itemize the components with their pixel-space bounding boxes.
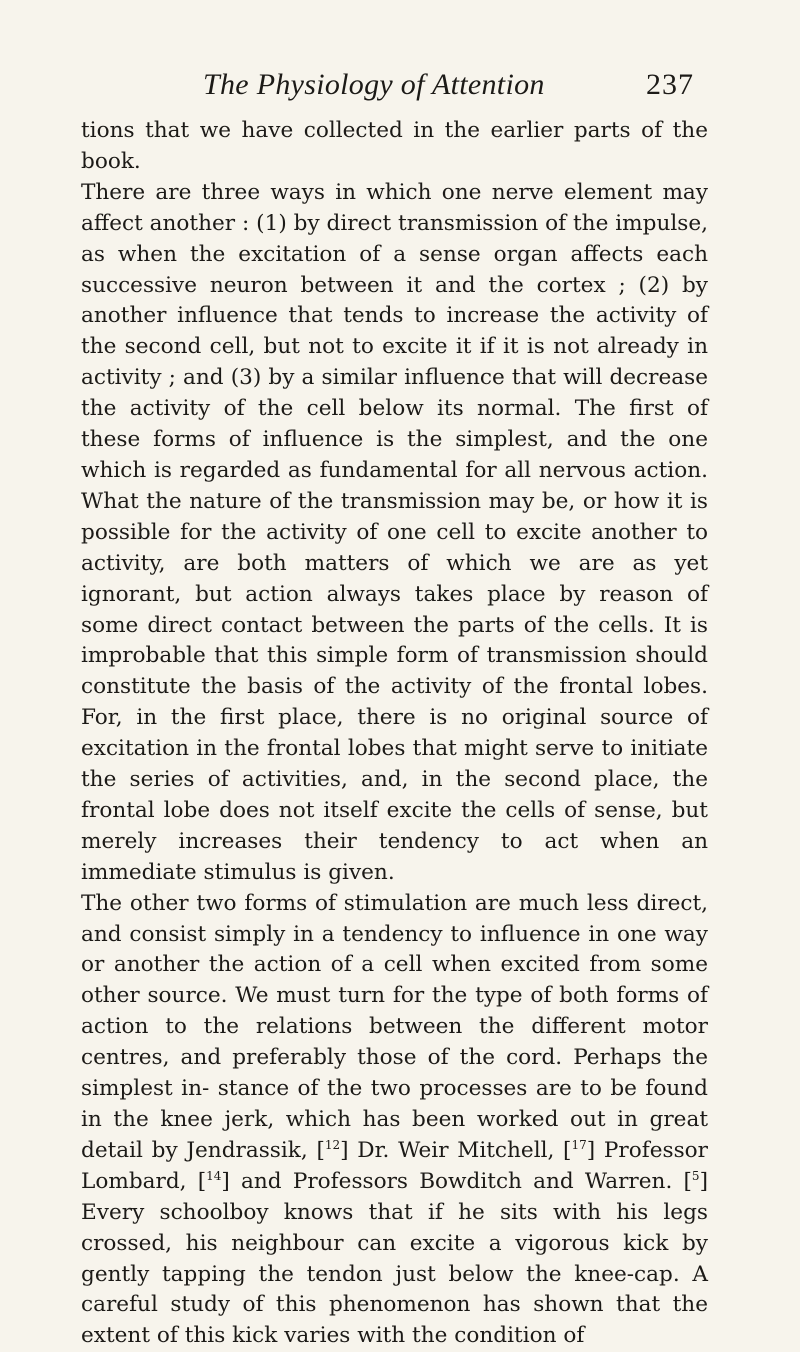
paragraph-stimulation-forms [81,889,708,1352]
paragraph-text-segment: ] and Professors Bowditch and Warren. [ [221,1168,692,1194]
paragraph-text-segment: ] Dr. Weir Mitchell, [ [340,1137,572,1163]
paragraph-text-segment: ] Professor Lombard, [ [81,1137,708,1194]
footnote-ref: 17 [571,1137,587,1152]
footnote-ref: 12 [324,1137,341,1152]
paragraph-text-segment: The other two forms of stimulation are much less direct, and consist simply in a tendency to influence in one way or another the action of a cell when excited from some other source. We must turn for the type of both forms of action to the relations between the different motor centres, and preferably those of the cord. Perhaps the simplest in- stance of the two processes are to be found in the knee jerk, which has been worked out in great detail by Jendrassik, [ [81,890,708,1163]
running-title: The Physiology of Attention [203,68,545,101]
page-number: 237 [646,68,694,101]
body-text [81,116,708,1352]
footnote-ref: 14 [206,1168,222,1183]
paragraph-nerve-influence: There are three ways in which one nerve element may affect another : (1) by direct transmission of the impulse, as when the excitation of a sense organ affects each successive neuron between it and the cortex ; (2) by another influence that tends to increase the activity of the second cell, but not to excite it if it is not already in activity ; and (3) by a similar influence that will decrease the activity of the cell below its normal. The first of these forms of influence is the simplest, and the one which is regarded as fundamental for all nervous action. What the nature of the transmission may be, or how it is possible for the activity of one cell to excite another to activity, are both matters of which we are as yet ignorant, but action always takes place by reason of some direct contact between the parts of the cells. It is improbable that this simple form of transmission should constitute the basis of the activity of the frontal lobes. For, in the first place, there is no original source of excitation in the frontal lobes that might serve to initiate the series of activities, and, in the second place, the frontal lobe does not itself excite the cells of sense, but merely increases their tendency to act when an immediate stimulus is given. [81,179,708,885]
paragraph-continuation: tions that we have collected in the earlier parts of the book. [81,118,708,174]
footnote-ref: 5 [691,1168,700,1183]
paragraph-text-segment: ] Every schoolboy knows that if he sits with his legs crossed, his neighbour can excite a vigorous kick by gently tapping the tendon just below the knee-cap. A careful study of this phenomenon has shown that the extent of this kick varies with the condition of [81,1168,708,1349]
running-head [0,68,800,108]
